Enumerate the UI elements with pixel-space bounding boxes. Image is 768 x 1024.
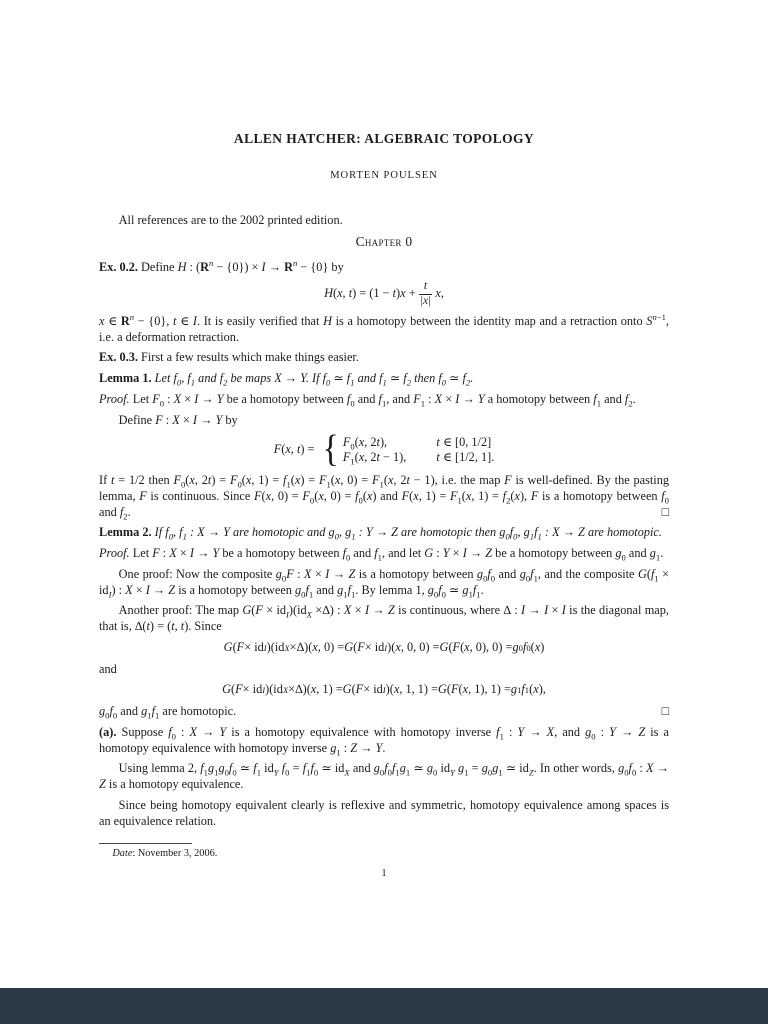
cases-row-1-expr: $F_0(x$, 2t), (342, 434, 388, 451)
equation-g-zero: G ( F × id I )(id X ×∆)( x , 0) = G ( F × id I )( x , 0, 0) = G ( F ( x , 0), 0) = g 0 f 0 ( x ) (223, 639, 545, 654)
proof-1-conclusion-text: If t = 1/2 then $F_0(x$, $2t) = F_0(x$, $1) = f_1(x) = F_1(x$, $0) = F_1(x$, 2t − 1), i.e. the map F is well-defined. By the pasting lemma, F is continuous. Since F(x, $0) = F_0(x$, $0) = f_0(x)$ and F(x, $1) = F_1(x$, $1) = f_2(x)$, F is a homotopy between $f_0$ and $f_2$. (99, 473, 670, 522)
exercise-0-3 (99, 350, 669, 366)
proof-1-conclusion (99, 473, 669, 520)
cases-row-1-cond: t ∈ [0, 1/2] (436, 434, 492, 449)
lemma-2-label: Lemma 2. (99, 525, 152, 540)
cases-lhs: F(x, t) = (273, 442, 315, 457)
lemma-2-statement: If $f_0$, $f_1$ : X → Y are homotopic and $g_0$, $g_1$ : Y → Z are homotopic then $g_0f_0$, $g_1f_1$ : X → Z are homotopic. (154, 525, 662, 542)
proof-1-label: Proof. (99, 391, 130, 406)
fraction-denominator: |x| (420, 294, 431, 307)
exercise-0-2 (99, 257, 669, 276)
proof-2-another-proof: Another proof: The map $G(F \times id_I)(id_X$ ×∆) : X × I → Z is continuous, where ∆ : I → I × I is the diagonal map, that is, ∆(t) = (t, t). Since (99, 603, 669, 634)
part-a-conclusion: Since being homotopy equivalent clearly is reflexive and symmetric, homotopy equivalence among spaces is an equivalence relation. (99, 797, 669, 828)
equation-h-lhs: H(x, t) = (1 − t)x + (324, 286, 416, 301)
proof-1-define: Define F : X × I → Y by (118, 412, 238, 427)
lemma-2 (99, 525, 669, 541)
proof-2-one-proof: One proof: Now the composite $g_0F$ : X × I → Z is a homotopy between $g_0f_0$ and $g_0f_1$, and the composite $G(f_1 \times id_I)$ : X × I → Z is a homotopy between $g_0f_1$ and $g_1f_1$. By lemma 1, $g_0f_0$ ≃ $g_1f_1$. (99, 566, 670, 600)
part-a-body: Suppose $f_0$ : X → Y is a homotopy equivalence with homotopy inverse $f_1$ : Y → X, and $g_0$ : Y → Z is a homotopy equivalence with homotopy inverse $g_1$ : Z → Y. (99, 724, 669, 758)
equation-h-rhs: x, (435, 286, 444, 301)
reference-note: All references are to the 2002 printed edition. (118, 212, 343, 227)
footnote-rule (99, 843, 192, 844)
cases-brace: { (322, 429, 339, 471)
qed-box-2: □ (661, 704, 669, 719)
lemma-1-label: Lemma 1. (99, 371, 152, 386)
exercise-0-3-body: First a few results which make things easier. (141, 350, 359, 365)
proof-2-conclusion-text: $g_0f_0$ and $g_1f_1$ are homotopic. (99, 704, 237, 721)
equation-cases (99, 429, 669, 471)
qed-box-1: □ (661, 504, 669, 519)
paper-title: ALLEN HATCHER: ALGEBRAIC TOPOLOGY (233, 131, 535, 146)
part-a (99, 725, 669, 756)
and-connector: and (99, 661, 117, 676)
exercise-0-2-continuation: x ∈ $R^n - \{0\}$, t ∈ I. It is easily verified that H is a homotopy between the identity map and a retraction onto $S^{n-1}$, i.e. a deformation retraction. (99, 311, 669, 344)
proof-2-conclusion (99, 704, 669, 720)
exercise-0-3-label: Ex. 0.3. (99, 350, 138, 365)
exercise-0-2-lead: Define H : $(R^n - \{0\}) \times I \to R^n - \{0\}$ by (141, 257, 344, 274)
paper-author: MORTEN POULSEN (330, 170, 438, 182)
cases-row-2-cond: t ∈ [1/2, 1]. (436, 450, 495, 465)
proof-1-body: Let $F_0$ : X × I → Y be a homotopy between $f_0$ and $f_1$, and $F_1$ : X × I → Y a homotopy between $f_1$ and $f_2$. (132, 391, 636, 409)
proof-2-label: Proof. (99, 546, 130, 561)
lemma-1 (99, 371, 669, 387)
page-number: 1 (381, 868, 387, 880)
cases-row-2-expr: $F_1(x$, 2t − 1), (342, 450, 407, 467)
cases-rows (343, 435, 494, 466)
fraction-numerator: t (423, 280, 428, 293)
lemma-2-proof-intro (99, 546, 669, 562)
lemma-1-statement: Let $f_0$, $f_1$ and $f_2$ be maps X → Y. If $f_0$ ≃ $f_1$ and $f_1$ ≃ $f_2$ then $f_0$ ≃ $f_2$. (154, 371, 474, 388)
chapter-heading: Chapter 0 (355, 234, 413, 250)
footnote-date: Date: November 3, 2006. (112, 848, 218, 860)
fraction (419, 280, 433, 307)
lemma-1-proof-intro (99, 392, 669, 408)
equation-homotopy-h (99, 280, 669, 307)
part-a-using-lemma: Using lemma 2, $f_1g_1g_0f_0$ ≃ $f_1$ $id_Y$ $f_0 = f_1f_0$ ≃ $id_X$ and $g_0f_0f_1g_1$ ≃ $g_0$ $id_Y$ $g_1 = g_0g_1$ ≃ $id_Z$. In other words, $g_0f_0$ : X → Z is a homotopy equivalence. (99, 761, 669, 792)
viewer-bottom-bar (0, 988, 768, 1024)
part-a-label: (a). (99, 724, 117, 739)
exercise-0-2-label: Ex. 0.2. (99, 259, 138, 274)
equation-g-one: G ( F × id I )(id X ×∆)( x , 1) = G ( F × id I )( x , 1, 1) = G ( F ( x , 1), 1) = g 1 f 1 ( x ), (222, 682, 546, 697)
proof-2-body: Let F : X × I → Y be a homotopy between $f_0$ and $f_1$, and let G : Y × I → Z be a homotopy between $g_0$ and $g_1$. (132, 546, 664, 563)
